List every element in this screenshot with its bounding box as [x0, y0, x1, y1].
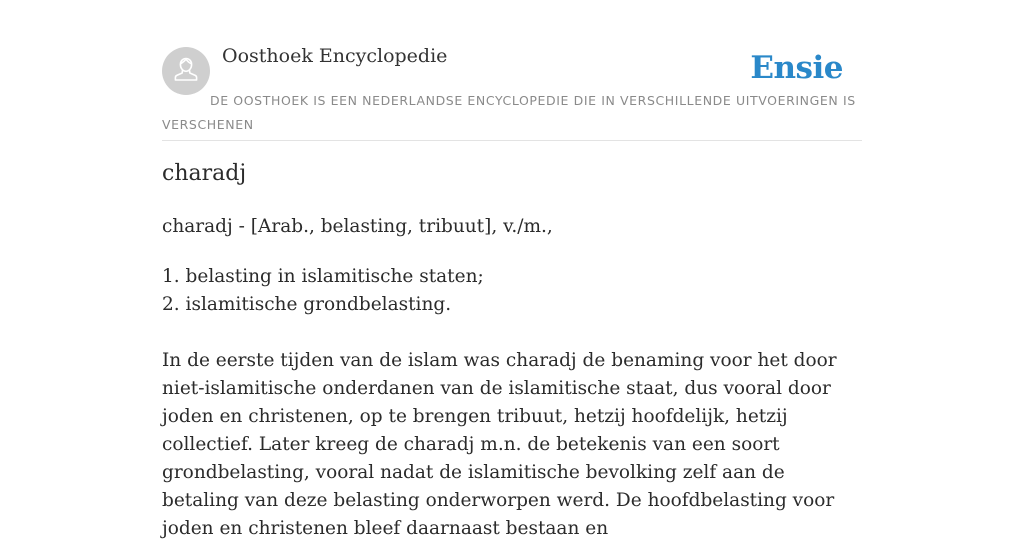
definition-list	[162, 263, 484, 319]
publisher-description: DE OOSTHOEK IS EEN NEDERLANDSE ENCYCLOPEDIE DIE IN VERSCHILLENDE UITVOERINGEN IS VERSCHENEN	[162, 93, 856, 132]
definition-item: 1. belasting in islamitische staten;	[162, 266, 484, 287]
header	[162, 0, 862, 141]
publisher-avatar[interactable]	[162, 47, 210, 95]
brand-logo[interactable]: Ensie	[750, 50, 843, 86]
entry-headword: charadj - [Arab., belasting, tribuut], v./m.,	[162, 216, 553, 237]
entry-body: In de eerste tijden van de islam was charadj de benaming voor het door niet-islamitische onderdanen van de islamitische staat, dus vooral door joden en christenen, op te brengen tribuut, hetzij hoofdelijk, hetzij collectief. Later kreeg de charadj m.n. de betekenis van een soort grondbelasting, vooral nadat de islamitische bevolking zelf aan de betaling van deze belasting onderworpen werd. De hoofdbelasting voor joden en christenen bleef daarnaast bestaan en	[162, 350, 837, 539]
publisher-name[interactable]: Oosthoek Encyclopedie	[222, 45, 448, 67]
user-avatar-icon	[171, 54, 201, 88]
definition-item: 2. islamitische grondbelasting.	[162, 294, 452, 315]
page	[162, 0, 862, 539]
entry-title: charadj	[162, 161, 247, 186]
